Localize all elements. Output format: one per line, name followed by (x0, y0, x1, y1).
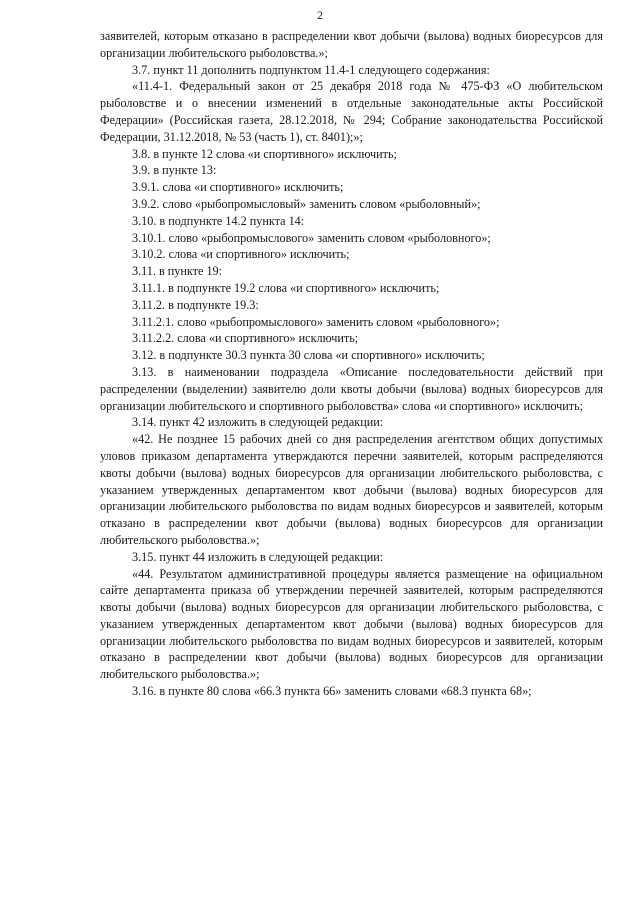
page-number: 2 (317, 8, 323, 22)
paragraph: 3.8. в пункте 12 слова «и спортивного» исключить; (132, 146, 397, 161)
paragraph: 3.16. в пункте 80 слова «66.3 пункта 66» заменить словами «68.3 пункта 68»; (132, 684, 532, 699)
paragraph: «42. Не позднее 15 рабочих дней со дня распределения агентством общих допустимых уловов приказом департамента утверждаются перечни заявителей, которым распределяются квоты добычи (вылова) водных биоресурсов для организации любительского рыболовства, с указанием утвержденных департаментом квот добычи (вылова) водных биоресурсов для организации любительского рыболовства по видам водных биоресурсов и заявителей, которым отказано в распределении квот добычи (вылова) водных биоресурсов для организации любительского рыболовства.»; (100, 432, 603, 547)
paragraph: 3.10.1. слово «рыбопромыслового» заменить словом «рыболовного»; (132, 230, 491, 245)
paragraph: 3.12. в подпункте 30.3 пункта 30 слова «и спортивного» исключить; (132, 348, 485, 363)
paragraph: 3.11. в пункте 19: (132, 264, 223, 279)
paragraph: заявителей, которым отказано в распределении квот добычи (вылова) водных биоресурсов для организации любительского рыболовства.»; (100, 29, 603, 60)
paragraph: 3.10. в подпункте 14.2 пункта 14: (132, 213, 305, 228)
document-body (100, 28, 603, 700)
paragraph: 3.9. в пункте 13: (132, 163, 217, 178)
paragraph: 3.14. пункт 42 изложить в следующей редакции: (132, 415, 384, 430)
paragraph: 3.15. пункт 44 изложить в следующей редакции: (132, 549, 384, 564)
paragraph: 3.9.1. слова «и спортивного» исключить; (132, 180, 344, 195)
paragraph: 3.7. пункт 11 дополнить подпунктом 11.4-1 следующего содержания: (132, 62, 490, 77)
paragraph: 3.10.2. слова «и спортивного» исключить; (132, 247, 350, 262)
paragraph: «44. Результатом административной процедуры является размещение на официальном сайте департамента приказа об утверждении перечней заявителей, которым распределяются квоты добычи (вылова) водных биоресурсов для организации любительского рыболовства, с указанием утвержденных департаментом квот добычи (вылова) водных биоресурсов для организации любительского рыболовства по видам водных биоресурсов и заявителей, которым отказано в распределении квот добычи (вылова) водных биоресурсов для организации любительского рыболовства.»; (100, 566, 603, 682)
paragraph: «11.4-1. Федеральный закон от 25 декабря 2018 года № 475-ФЗ «О любительском рыболовстве и о внесении изменений в отдельные законодательные акты Российской Федерации» (Российская газета, 28.12.2018, № 294; Собрание законодательства Российской Федерации, 31.12.2018, № 53 (часть 1), ст. 8401);»; (100, 79, 603, 144)
paragraph: 3.11.2.1. слово «рыбопромыслового» заменить словом «рыболовного»; (132, 314, 500, 329)
paragraph: 3.13. в наименовании подраздела «Описание последовательности действий при распределении (выделении) заявителю доли квоты добычи (вылова) водных биоресурсов для организации любительского и спортивного рыболовства» слова «и спортивного» исключить; (100, 364, 603, 413)
paragraph: 3.11.1. в подпункте 19.2 слова «и спортивного» исключить; (132, 280, 440, 295)
paragraph: 3.11.2.2. слова «и спортивного» исключить; (132, 331, 359, 346)
paragraph: 3.9.2. слово «рыбопромысловый» заменить словом «рыболовный»; (132, 196, 481, 211)
paragraph: 3.11.2. в подпункте 19.3: (132, 297, 259, 312)
